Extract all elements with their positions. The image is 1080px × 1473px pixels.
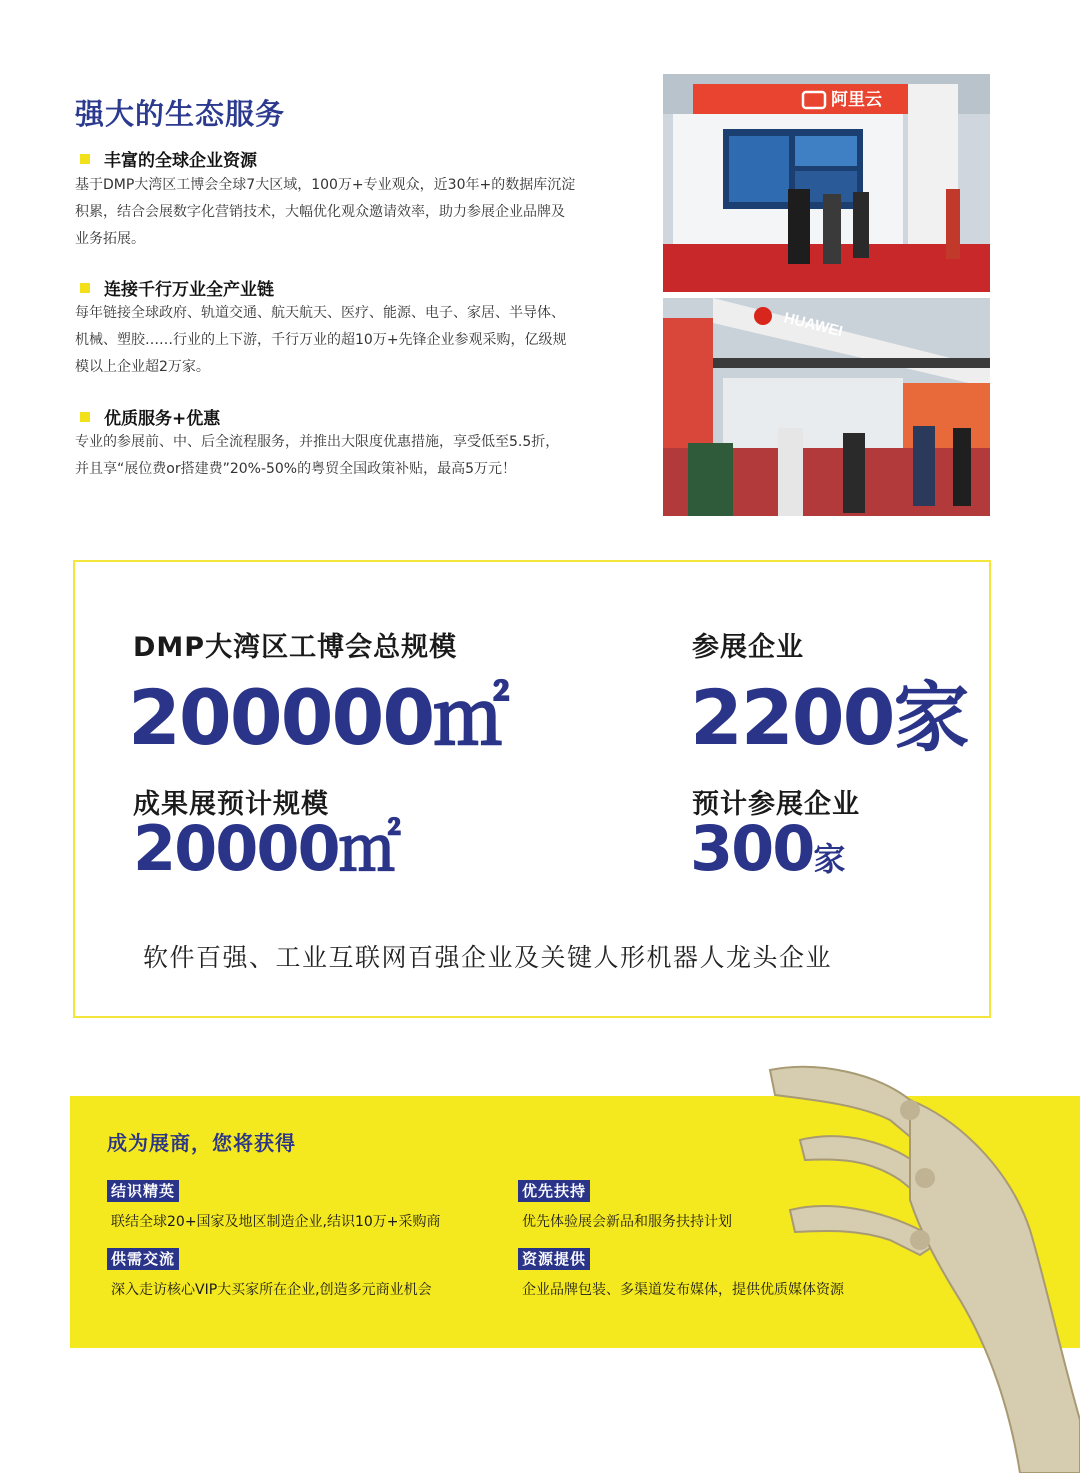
robot-hand-illustration bbox=[760, 1060, 1080, 1473]
achievement-scale-value: 20000㎡ bbox=[133, 812, 399, 885]
benefit-item-4 bbox=[518, 1248, 590, 1269]
body-line: 专业的参展前、中、后全流程服务，并推出大限度优惠措施，享受低至5.5折， bbox=[75, 434, 560, 450]
service-body-1 bbox=[75, 172, 635, 253]
benefit-desc: 优先体验展会新品和服务扶持计划 bbox=[522, 1214, 732, 1230]
benefit-tag: 优先扶持 bbox=[518, 1180, 590, 1202]
benefits-title: 成为展商，您将获得 bbox=[107, 1131, 296, 1155]
benefit-item-3 bbox=[107, 1248, 179, 1269]
benefit-desc: 企业品牌包装、多渠道发布媒体，提供优质媒体资源 bbox=[522, 1282, 844, 1298]
benefit-tag: 资源提供 bbox=[518, 1248, 590, 1270]
service-body-2 bbox=[75, 300, 635, 381]
huawei-sign: HUAWEI bbox=[782, 309, 845, 341]
body-line: 基于DMP大湾区工博会全球7大区域，100万+专业观众，近30年+的数据库沉淀 bbox=[75, 177, 576, 193]
huawei-logo-icon bbox=[754, 307, 772, 325]
expected-exhibitors-label: 预计参展企业 bbox=[692, 789, 860, 820]
body-line: 并且享“展位费or搭建费”20%-50%的粤贸全国政策补贴，最高5万元！ bbox=[75, 461, 517, 477]
benefit-item-2 bbox=[518, 1180, 590, 1201]
photo-alibaba-booth bbox=[663, 74, 990, 292]
benefit-desc: 联结全球20+国家及地区制造企业,结识10万+采购商 bbox=[111, 1214, 441, 1230]
total-scale-value: 200000㎡ bbox=[128, 673, 508, 762]
service-heading-text: 连接千行万业全产业链 bbox=[104, 280, 274, 300]
expected-unit: 家 bbox=[813, 840, 847, 878]
section-title: 强大的生态服务 bbox=[75, 97, 286, 131]
body-line: 每年链接全球政府、轨道交通、航天航天、医疗、能源、电子、家居、半导体、 bbox=[75, 305, 565, 321]
photo-huawei-booth bbox=[663, 298, 990, 516]
expected-exhibitors-value bbox=[690, 812, 847, 885]
service-body-3 bbox=[75, 429, 635, 483]
stats-footer: 软件百强、工业互联网百强企业及关键人形机器人龙头企业 bbox=[143, 943, 833, 972]
body-line: 模以上企业超2万家。 bbox=[75, 359, 210, 375]
total-scale-label: DMP大湾区工博会总规模 bbox=[133, 632, 458, 663]
body-line: 业务拓展。 bbox=[75, 231, 145, 247]
service-heading-1 bbox=[80, 146, 257, 171]
benefit-item-1 bbox=[107, 1180, 179, 1201]
expected-number: 300 bbox=[690, 812, 814, 885]
service-heading-3 bbox=[80, 404, 220, 429]
service-heading-text: 优质服务+优惠 bbox=[104, 409, 221, 429]
benefit-tag: 供需交流 bbox=[107, 1248, 179, 1270]
exhibitors-value: 2200家 bbox=[690, 673, 968, 762]
service-heading-text: 丰富的全球企业资源 bbox=[104, 151, 257, 171]
body-line: 机械、塑胶……行业的上下游，千行万业的超10万+先锋企业参观采购，亿级规 bbox=[75, 332, 567, 348]
service-heading-2 bbox=[80, 275, 274, 300]
booth-illustration bbox=[663, 74, 990, 292]
bullet-icon bbox=[80, 283, 90, 293]
benefit-tag: 结识精英 bbox=[107, 1180, 179, 1202]
alibaba-sign: 阿里云 bbox=[831, 90, 882, 109]
achievement-scale-label: 成果展预计规模 bbox=[133, 789, 329, 820]
bullet-icon bbox=[80, 154, 90, 164]
benefit-desc: 深入走访核心VIP大买家所在企业,创造多元商业机会 bbox=[111, 1282, 432, 1298]
booth-illustration bbox=[663, 298, 990, 516]
exhibitors-label: 参展企业 bbox=[692, 632, 804, 663]
bullet-icon bbox=[80, 412, 90, 422]
body-line: 积累，结合会展数字化营销技术，大幅优化观众邀请效率，助力参展企业品牌及 bbox=[75, 204, 565, 220]
